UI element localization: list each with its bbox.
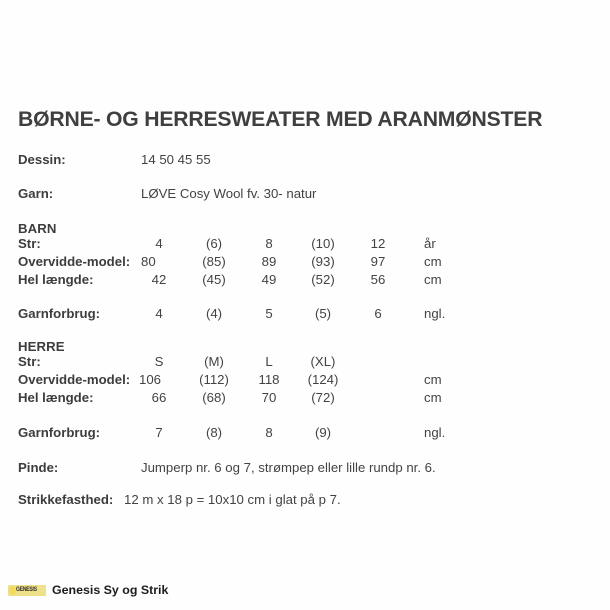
barn-str-v1: 4 (155, 236, 163, 251)
genesis-logo-icon (8, 585, 46, 596)
barn-hellaengde-label: Hel længde: (18, 272, 94, 287)
barn-row-overvidde (18, 254, 598, 271)
dessin-label: Dessin: (18, 152, 66, 167)
herre-garnforbrug-v3: 8 (265, 425, 273, 440)
herre-row-hellaengde (18, 390, 598, 407)
barn-overvidde-v3: 89 (261, 254, 277, 269)
herre-row-str (18, 354, 598, 371)
barn-str-label: Str: (18, 236, 41, 251)
herre-overvidde-label: Overvidde-model: (18, 372, 131, 387)
barn-str-v5: 12 (370, 236, 386, 251)
garn-label: Garn: (18, 186, 54, 201)
barn-row-hellaengde (18, 272, 598, 289)
pinde-label: Pinde: (18, 460, 59, 475)
herre-row-overvidde (18, 372, 598, 389)
barn-garnforbrug-v4: (5) (314, 306, 332, 321)
row-garn (18, 186, 598, 203)
barn-garnforbrug-v1: 4 (155, 306, 163, 321)
barn-garnforbrug-v2: (4) (205, 306, 223, 321)
strikkefasthed-value: 12 m x 18 p = 10x10 cm i glat på p 7. (124, 492, 341, 507)
herre-garnforbrug-v2: (8) (205, 425, 223, 440)
herre-str-v3: L (265, 354, 273, 369)
herre-str-v1: S (154, 354, 164, 369)
herre-hellaengde-v3: 70 (261, 390, 277, 405)
footer-brand-text: Genesis Sy og Strik (52, 583, 169, 597)
row-pinde (18, 460, 598, 477)
herre-hellaengde-v1: 66 (151, 390, 167, 405)
dessin-value: 14 50 45 55 (141, 152, 211, 167)
barn-hellaengde-v2: (45) (202, 272, 226, 287)
scan-artifact-line (95, 100, 525, 101)
barn-str-v2: (6) (205, 236, 223, 251)
herre-hellaengde-label: Hel længde: (18, 390, 94, 405)
barn-hellaengde-v1: 42 (151, 272, 167, 287)
row-strikkefasthed (18, 492, 598, 509)
barn-garnforbrug-v5: 6 (374, 306, 382, 321)
barn-overvidde-unit: cm (424, 254, 442, 269)
herre-hellaengde-v4: (72) (311, 390, 335, 405)
pinde-value: Jumperp nr. 6 og 7, strømpep eller lille rundp nr. 6. (141, 460, 436, 475)
herre-str-label: Str: (18, 354, 41, 369)
barn-overvidde-v2: (85) (202, 254, 226, 269)
herre-overvidde-v4: (124) (307, 372, 339, 387)
barn-str-unit: år (424, 236, 436, 251)
herre-row-garnforbrug (18, 425, 598, 442)
barn-hellaengde-v5: 56 (370, 272, 386, 287)
page-title: BØRNE- OG HERRESWEATER MED ARANMØNSTER (18, 107, 543, 131)
barn-overvidde-v4: (93) (311, 254, 335, 269)
section-heading-herre: HERRE (18, 339, 65, 354)
barn-overvidde-v5: 97 (370, 254, 386, 269)
barn-overvidde-v1: 80 (141, 254, 156, 269)
herre-overvidde-v1: 106 (139, 372, 162, 387)
barn-row-str (18, 236, 598, 253)
herre-hellaengde-v2: (68) (202, 390, 226, 405)
herre-overvidde-unit: cm (424, 372, 442, 387)
herre-garnforbrug-v1: 7 (155, 425, 163, 440)
barn-hellaengde-v4: (52) (311, 272, 335, 287)
logo-dot-shape (9, 586, 16, 595)
footer (8, 582, 168, 598)
barn-row-garnforbrug (18, 306, 598, 323)
barn-overvidde-label: Overvidde-model: (18, 254, 131, 269)
herre-garnforbrug-label: Garnforbrug: (18, 425, 101, 440)
herre-garnforbrug-unit: ngl. (424, 425, 446, 440)
herre-hellaengde-unit: cm (424, 390, 442, 405)
barn-hellaengde-unit: cm (424, 272, 442, 287)
row-dessin (18, 152, 598, 169)
logo-wordmark: GENESIS (16, 585, 37, 594)
herre-str-v2: (M) (204, 354, 224, 369)
herre-str-v4: (XL) (310, 354, 336, 369)
section-heading-barn: BARN (18, 221, 57, 236)
barn-str-v4: (10) (311, 236, 335, 251)
herre-overvidde-v3: 118 (258, 372, 280, 387)
herre-garnforbrug-v4: (9) (314, 425, 332, 440)
garn-value: LØVE Cosy Wool fv. 30- natur (141, 186, 317, 201)
barn-garnforbrug-v3: 5 (265, 306, 273, 321)
herre-overvidde-v2: (112) (199, 372, 229, 387)
barn-hellaengde-v3: 49 (261, 272, 277, 287)
barn-garnforbrug-label: Garnforbrug: (18, 306, 101, 321)
barn-garnforbrug-unit: ngl. (424, 306, 446, 321)
strikkefasthed-label: Strikkefasthed: (18, 492, 114, 507)
barn-str-v3: 8 (265, 236, 273, 251)
